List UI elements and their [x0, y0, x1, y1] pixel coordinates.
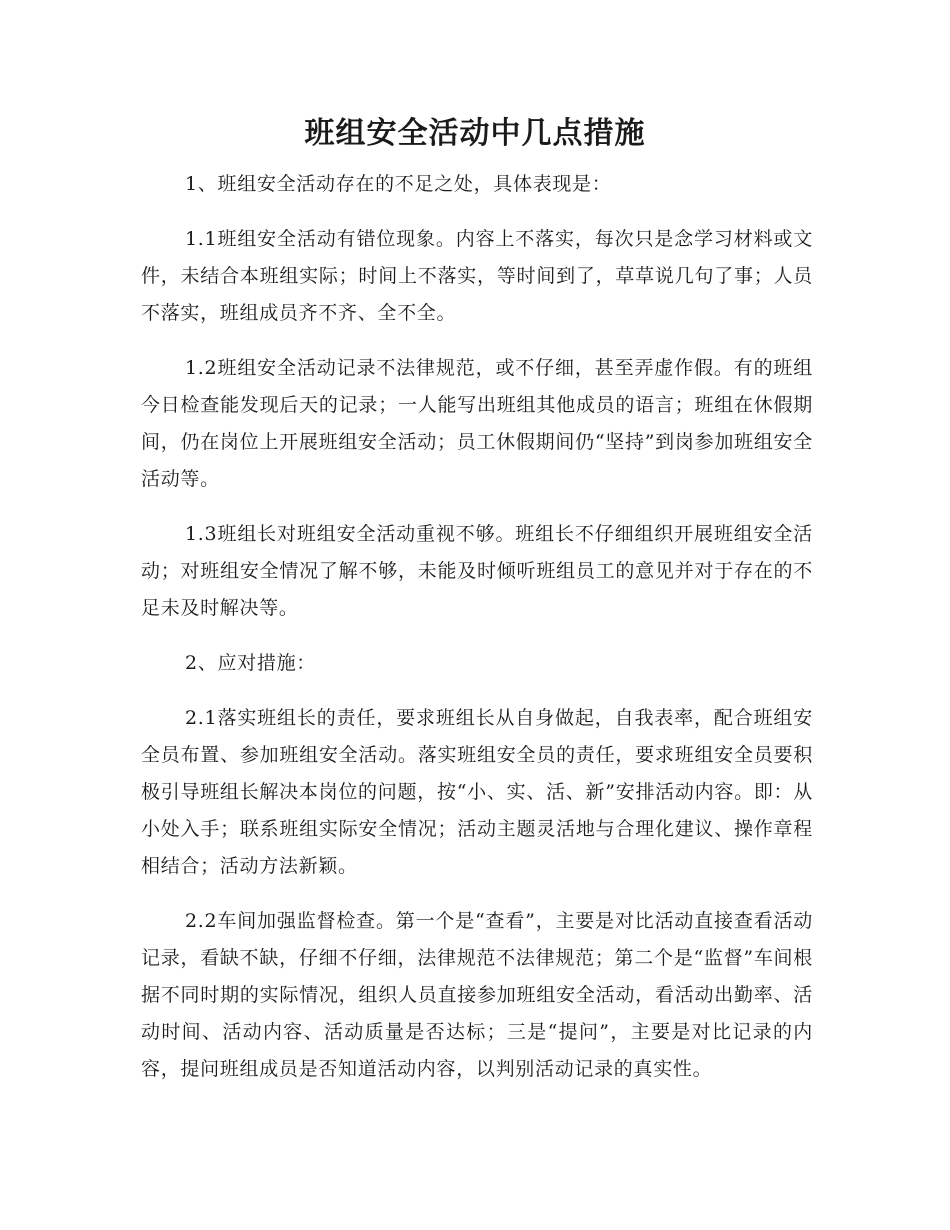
paragraph-1-2: 1.2班组安全活动记录不法律规范，或不仔细，甚至弄虚作假。有的班组今日检查能发现后天的记录；一人能写出班组其他成员的语言；班组在休假期间，仍在岗位上开展班组安全活动；员工休假期间仍“坚持”到岗参加班组安全活动等。	[141, 357, 813, 490]
paragraph-2-1: 2.1落实班组长的责任，要求班组长从自身做起，自我表率，配合班组安全员布置、参加班组安全活动。落实班组安全员的责任，要求班组安全员要积极引导班组长解决本岗位的问题，按“小、实、活、新”安排活动内容。即：从小处入手；联系班组实际安全情况；活动主题灵活地与合理化建议、操作章程相结合；活动方法新颖。	[141, 707, 813, 877]
paragraph-1-3: 1.3班组长对班组安全活动重视不够。班组长不仔细组织开展班组安全活动；对班组安全情况了解不够，未能及时倾听班组员工的意见并对于存在的不足未及时解决等。	[141, 523, 813, 619]
paragraph-1-heading: 1、班组安全活动存在的不足之处，具体表现是：	[185, 173, 612, 195]
document-title: 班组安全活动中几点措施	[304, 116, 646, 151]
paragraph-2-2: 2.2车间加强监督检查。第一个是“查看”，主要是对比活动直接查看活动记录，看缺不缺，仔细不仔细，法律规范不法律规范；第二个是“监督”车间根据不同时期的实际情况，组织人员直接参加班组安全活动，看活动出勤率、活动时间、活动内容、活动质量是否达标；三是“提问”，主要是对比记录的内容，提问班组成员是否知道活动内容，以判别活动记录的真实性。	[141, 910, 813, 1080]
paragraph-2-heading: 2、应对措施：	[185, 652, 316, 674]
document-body	[141, 166, 813, 1106]
paragraph-1-1: 1.1班组安全活动有错位现象。内容上不落实，每次只是念学习材料或文件，未结合本班组实际；时间上不落实，等时间到了，草草说几句了事；人员不落实，班组成员齐不齐、全不全。	[141, 228, 813, 324]
